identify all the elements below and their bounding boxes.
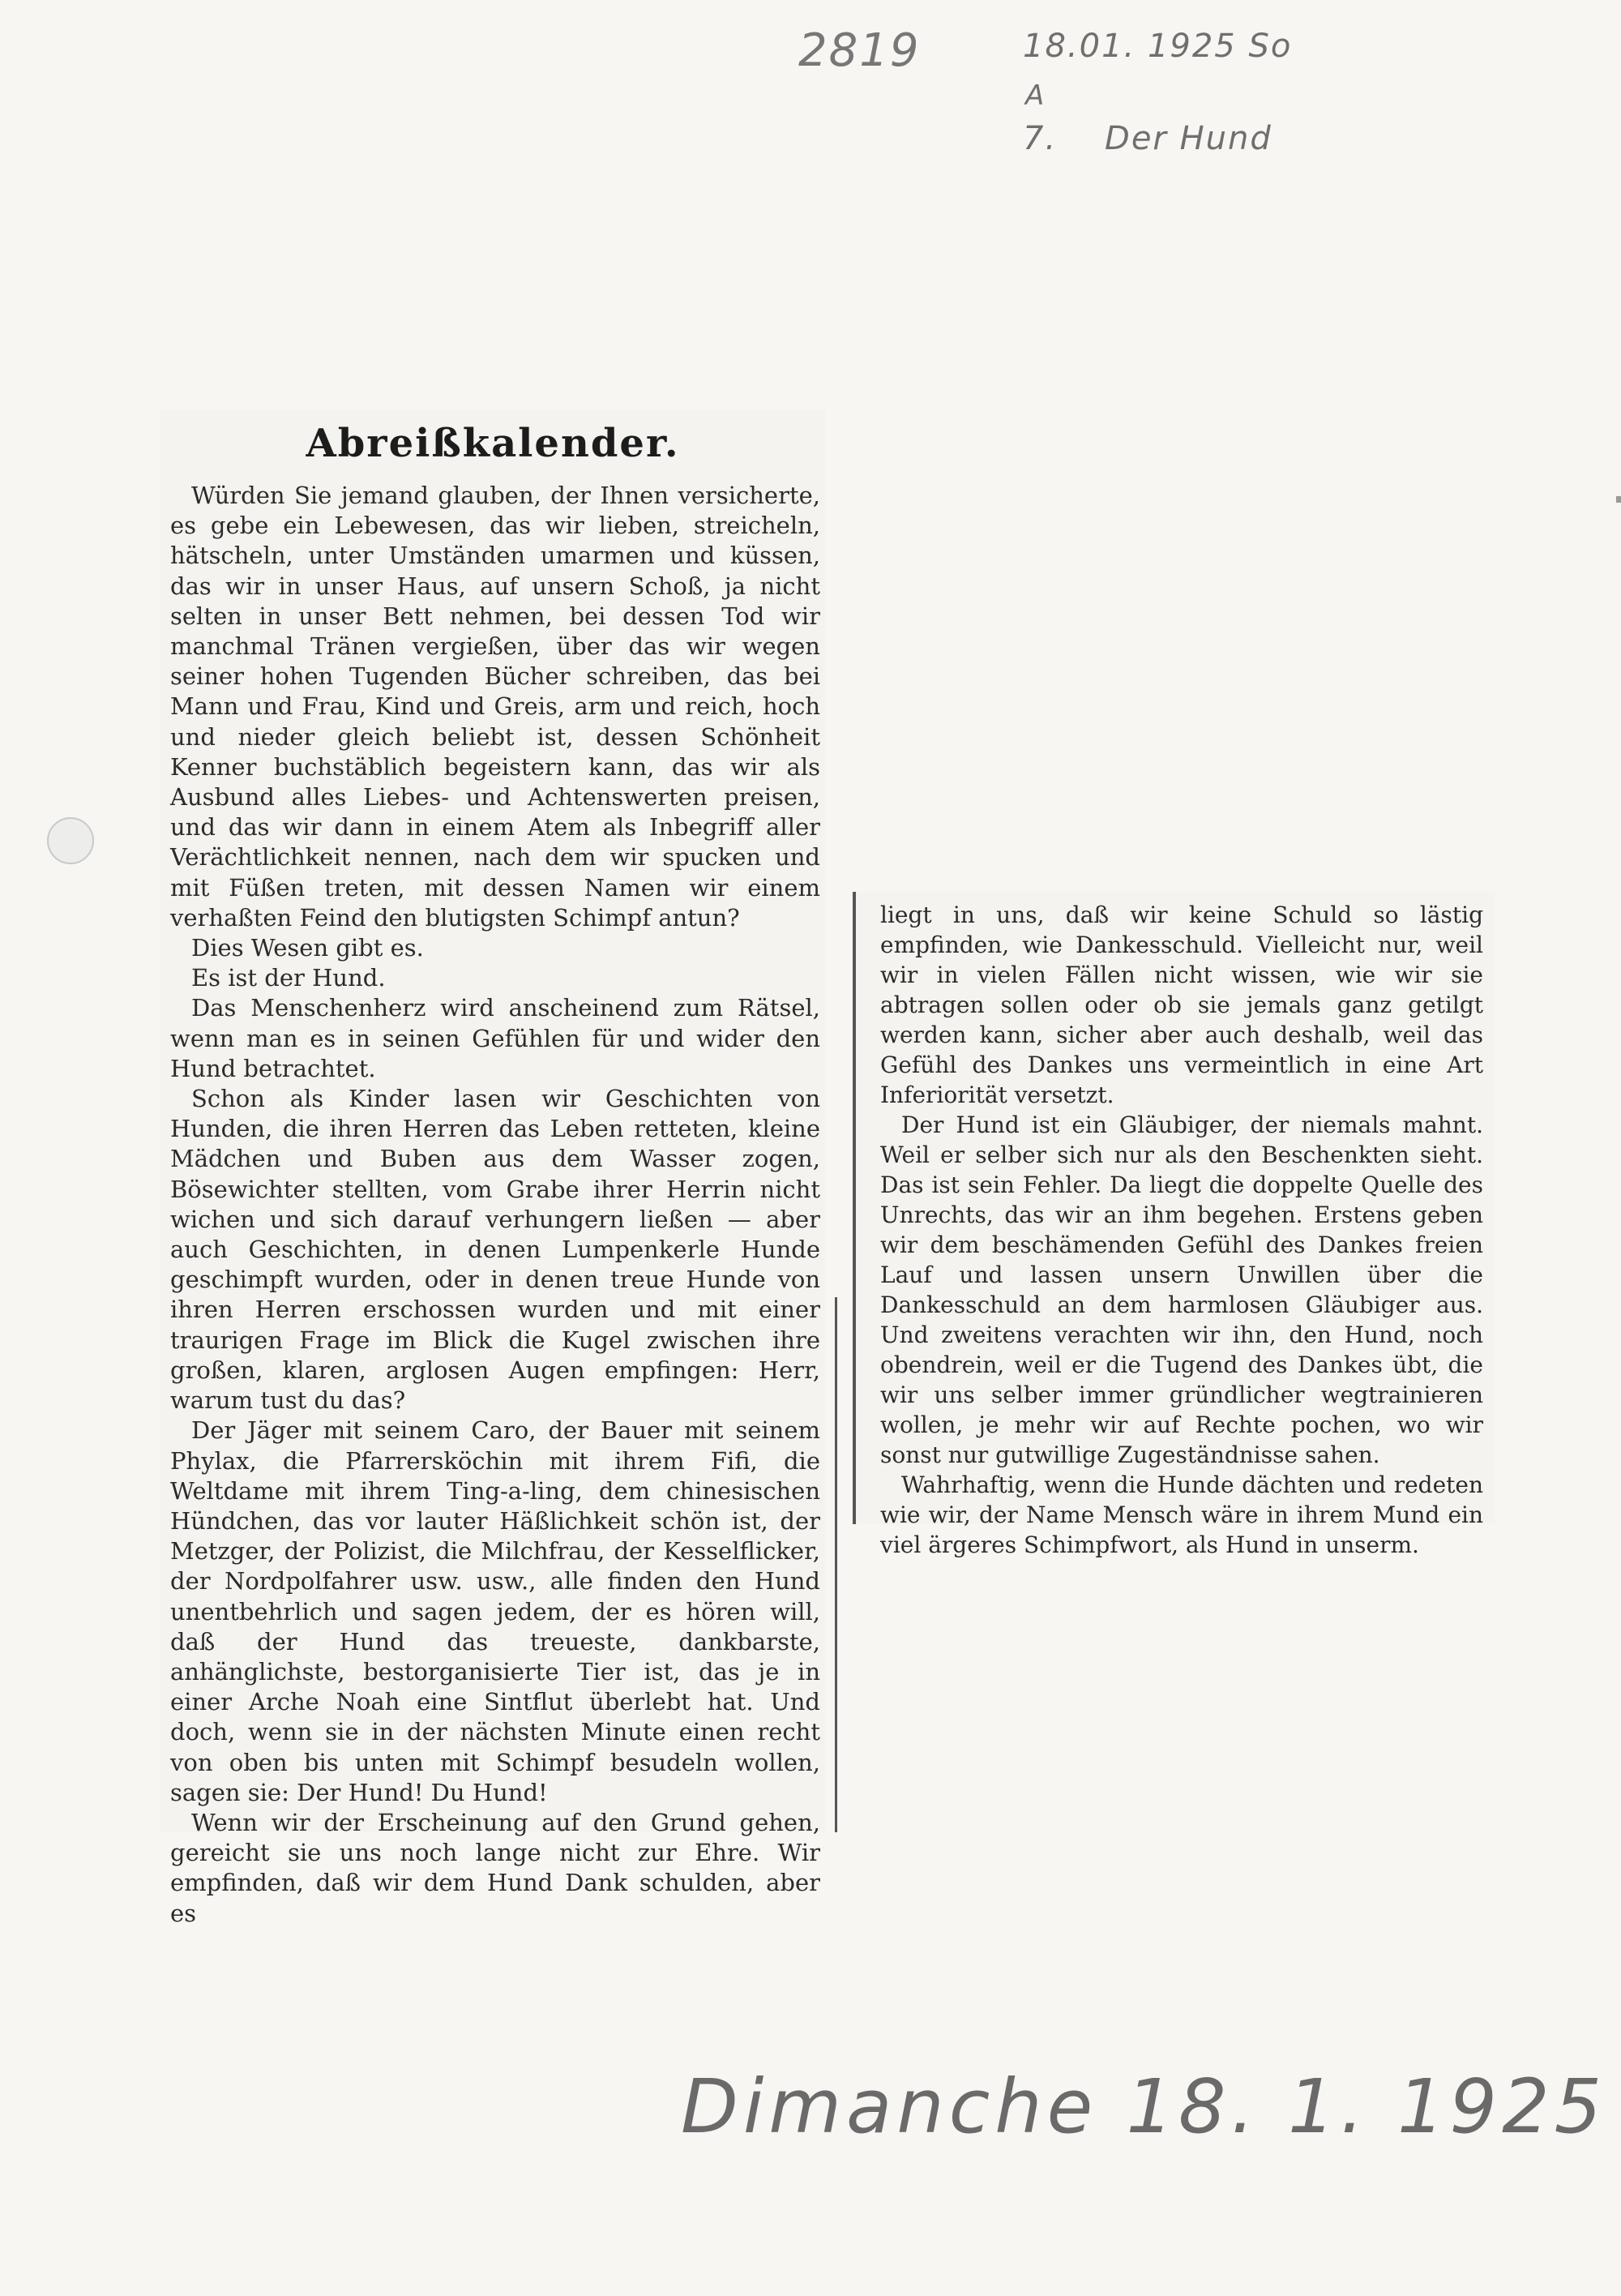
article-right-column <box>853 892 1495 1558</box>
article-paragraph: Dies Wesen gibt es. <box>191 934 424 962</box>
article-paragraph: Schon als Kinder lasen wir Geschichten von Hunden, die ihren Herren das Leben retteten, kleine Mädchen und Buben aus dem Wasser zogen, Bösewichter stellten, vom Grabe ihrer Herrin nicht wichen und sich darauf verhungern ließen — aber auch Geschichten, in denen Lumpenkerle Hunde geschimpft wurden, oder in denen treue Hunde von ihren Herren erschossen wurden und mit einer traurigen Frage im Blick die Kugel zwischen ihre großen, klaren, arglosen Augen empfingen: Herr, warum tust du das? <box>170 1085 820 1415</box>
item-annotation: 7. Der Hund <box>1023 120 1272 157</box>
article-paragraph: liegt in uns, daß wir keine Schuld so lästig empfinden, wie Dankesschuld. Vielleicht nur, weil wir in vielen Fällen nicht wissen, wie wir sie abtragen sollen oder ob sie jemals ganz getilgt werden kann, sicher aber auch deshalb, weil das Gefühl des Dankes uns vermeintlich in eine Art Inferiorität versetzt. <box>880 902 1483 1108</box>
article-paragraph: Wenn wir der Erscheinung auf den Grund gehen, gereicht sie uns noch lange nicht zur Ehre. Wir empfinden, daß wir dem Hund Dank schulden, aber es <box>170 1808 820 1927</box>
date-annotation: 18.01. 1925 So <box>1023 28 1293 65</box>
article-paragraph: Der Hund ist ein Gläubiger, der niemals mahnt. Weil er selber sich nur als den Beschenkten sieht. Das ist sein Fehler. Da liegt die doppelte Quelle des Unrechts, das wir an ihm begehen. Erstens geben wir dem beschämenden Gefühl des Dankes freien Lauf und lassen unsern Unwillen über die Dankesschuld an dem harmlosen Gläubiger aus. Und zweitens verachten wir ihn, den Hund, noch obendrein, weil er die Tugend des Dankes übt, die wir uns selber immer gründlicher wegtrainieren wollen, je mehr wir auf Rechte pochen, wo wir sonst nur gutwillige Zugeständnisse sahen. <box>880 1112 1483 1468</box>
article-paragraph: Der Jäger mit seinem Caro, der Bauer mit seinem Phylax, die Pfarrersköchin mit ihrem Fifi, die Weltdame mit ihrem Ting-a-ling, dem chinesischen Hündchen, das vor lauter Häßlichkeit schön ist, der Metzger, der Polizist, die Milchfrau, der Kesselflicker, der Nordpolfahrer usw. usw., alle finden den Hund unentbehrlich und sagen jedem, der es hören will, daß der Hund das treueste, dankbarste, anhänglichste, bestorganisierte Tier ist, das je in einer Arche Noah eine Sintflut überlebt hat. Und doch, wenn sie in der nächsten Minute einen recht von oben bis unten mit Schimpf besudeln wollen, sagen sie: Der Hund! Du Hund! <box>170 1416 820 1806</box>
article-paragraph: Wahrhaftig, wenn die Hunde dächten und redeten wie wir, der Name Mensch wäre in ihrem Mund ein viel ärgeres Schimpfwort, als Hund in unserm. <box>880 1471 1483 1558</box>
article-paragraph: Es ist der Hund. <box>191 964 386 992</box>
article-title: Abreißkalender. <box>306 421 680 466</box>
page-edge-mark <box>1616 496 1621 503</box>
article-paragraph: Das Menschenherz wird anscheinend zum Rätsel, wenn man es in seinen Gefühlen für und wider den Hund betrachtet. <box>170 994 820 1082</box>
punch-hole <box>47 817 94 864</box>
article-paragraph: Würden Sie jemand glauben, der Ihnen versicherte, es gebe ein Lebewesen, das wir lieben, streicheln, hätscheln, unter Umständen umarmen und küssen, das wir in unser Haus, auf unsern Schoß, ja nicht selten in unser Bett nehmen, bei dessen Tod wir manchmal Tränen vergießen, über das wir wegen seiner hohen Tugenden Bücher schreiben, das bei Mann und Frau, Kind und Greis, arm und reich, hoch und nieder gleich beliebt ist, dessen Schönheit Kenner buchstäblich begeistern kann, das wir als Ausbund alles Liebes- und Achtenswerten preisen, und das wir dann in einem Atem als Inbegriff aller Verächtlichkeit nennen, nach dem wir spucken und mit Füßen treten, mit dessen Namen wir einem verhaßten Feind den blutigsten Schimpf antun? <box>170 482 820 932</box>
column-divider <box>835 1297 837 1832</box>
archive-number: 2819 <box>798 24 921 77</box>
bottom-date-note: Dimanche 18. 1. 1925 <box>681 2063 1607 2150</box>
article-left-column <box>160 409 825 1927</box>
letter-annotation: A <box>1025 79 1046 112</box>
